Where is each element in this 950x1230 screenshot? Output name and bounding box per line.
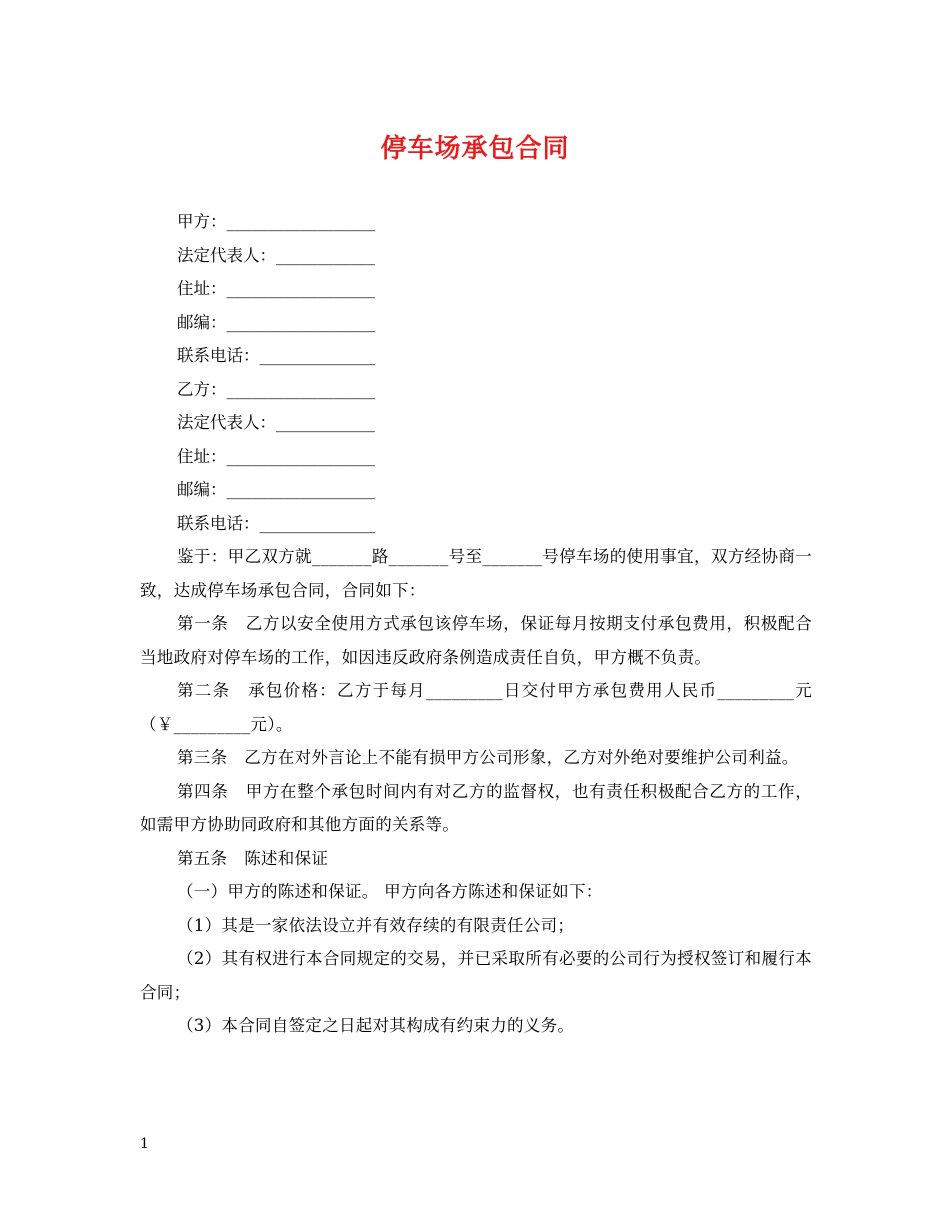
party-b-field: 乙方：__________________: [177, 379, 375, 399]
representation-item-2: （2）其有权进行本合同规定的交易，并已采取所有必要的公司行为授权签订和履行本合同；: [140, 949, 812, 1002]
article-4-paragraph: 第四条 甲方在整个承包时间内有对乙方的监督权，也有责任积极配合乙方的工作，如需甲方协助同政府和其他方面的关系等。: [140, 781, 812, 834]
article-5-heading: 第五条 陈述和保证: [177, 848, 329, 868]
page-number: 1: [140, 1136, 149, 1152]
party-a-phone-field: 联系电话：______________: [177, 346, 375, 365]
preamble-paragraph: 鉴于：甲乙双方就_______路_______号至_______号停车场的使用事宜，双方经协商一致，达成停车场承包合同，合同如下：: [140, 547, 812, 600]
party-a-address-field: 住址：__________________: [177, 279, 375, 298]
representation-item-3: （3）本合同自签定之日起对其构成有约束力的义务。: [177, 1016, 575, 1035]
party-a-postcode-field: 邮编：__________________: [177, 312, 375, 332]
party-a-legal-rep-field: 法定代表人：____________: [177, 245, 375, 265]
party-a-field: 甲方：__________________: [177, 212, 375, 231]
party-b-postcode-field: 邮编：__________________: [177, 480, 375, 499]
representation-item-1: （1）其是一家依法设立并有效存续的有限责任公司；: [177, 915, 575, 935]
party-a-representations-heading: （一）甲方的陈述和保证。 甲方向各方陈述和保证如下：: [177, 882, 603, 901]
article-1-paragraph: 第一条 乙方以安全使用方式承包该停车场，保证每月按期支付承包费用，积极配合当地政府对停车场的工作，如因违反政府条例造成责任自负，甲方概不负责。: [140, 614, 812, 667]
party-b-legal-rep-field: 法定代表人：____________: [177, 413, 375, 432]
party-b-address-field: 住址：__________________: [177, 446, 375, 466]
article-2-paragraph: 第二条 承包价格：乙方于每月_________日交付甲方承包费用人民币_________元（￥_________元）。: [140, 681, 812, 734]
article-3-paragraph: 第三条 乙方在对外言论上不能有损甲方公司形象，乙方对外绝对要维护公司利益。: [177, 748, 799, 767]
party-b-phone-field: 联系电话：______________: [177, 513, 375, 533]
document-title: 停车场承包合同: [380, 134, 570, 164]
contract-body: [140, 205, 812, 1043]
